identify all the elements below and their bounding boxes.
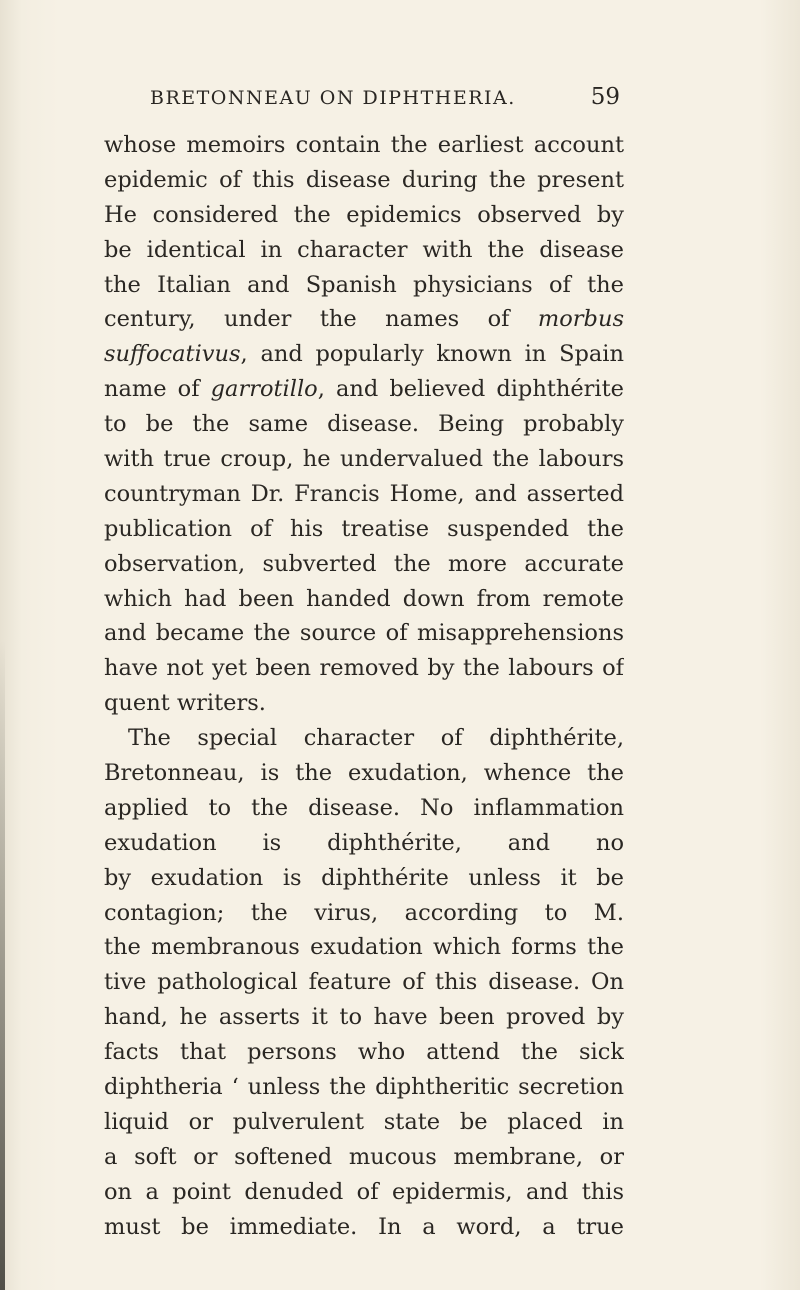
- page-edge-shadow: [0, 640, 5, 1290]
- text-segment: to be the same disease. Being probably: [104, 411, 624, 438]
- text-line: [104, 198, 624, 233]
- text-line: [104, 861, 624, 896]
- text-line: [104, 721, 624, 756]
- text-segment: name of: [104, 376, 211, 403]
- text-segment: Bretonneau, is the exudation, whence the: [104, 760, 624, 787]
- text-line: [104, 268, 624, 303]
- text-segment: which had been handed down from remote: [104, 585, 624, 612]
- text-line: [104, 163, 624, 198]
- text-segment: applied to the disease. No inflammation: [104, 794, 624, 821]
- text-line: [104, 372, 624, 407]
- text-segment: , and popularly known in Spain: [240, 341, 624, 368]
- text-line: [104, 512, 624, 547]
- text-line: [104, 1000, 624, 1035]
- text-line: [104, 756, 624, 791]
- running-title: BRETONNEAU ON DIPHTHERIA.: [150, 87, 516, 109]
- text-line: [104, 1210, 624, 1245]
- text-segment: observation, subverted the more accurate: [104, 550, 624, 577]
- text-segment: by exudation is diphthérite unless it be: [104, 864, 624, 891]
- text-line: [104, 477, 624, 512]
- text-line: [104, 128, 624, 163]
- text-line: [104, 582, 624, 617]
- text-segment: epidemic of this disease during the present: [104, 166, 624, 193]
- text-segment: the membranous exudation which forms the: [104, 934, 624, 961]
- text-segment: countryman Dr. Francis Home, and asserted: [104, 480, 624, 507]
- text-line: [104, 1105, 624, 1140]
- text-segment: diphtheria ‘ unless the diphtheritic secretion: [104, 1074, 624, 1101]
- text-segment: have not yet been removed by the labours of: [104, 655, 624, 682]
- text-line: [104, 686, 624, 721]
- italic-term: morbus: [537, 306, 624, 333]
- text-line: [104, 791, 624, 826]
- text-segment: tive pathological feature of this disease. On: [104, 969, 624, 996]
- page-number: 59: [590, 84, 620, 110]
- text-segment: a soft or softened mucous membrane, or: [104, 1143, 624, 1170]
- text-segment: whose memoirs contain the earliest account: [104, 132, 624, 158]
- text-line: [104, 407, 624, 442]
- text-line: [104, 930, 624, 965]
- text-segment: the Italian and Spanish physicians of the: [104, 271, 624, 298]
- text-segment: facts that persons who attend the sick: [104, 1039, 624, 1066]
- text-segment: , and believed diphthérite: [317, 376, 624, 403]
- text-segment: be identical in character with the disease: [104, 236, 624, 263]
- text-segment: with true croup, he undervalued the labours: [104, 446, 624, 473]
- text-line: [104, 651, 624, 686]
- text-line: [104, 302, 624, 337]
- text-line: [104, 1175, 624, 1210]
- text-line: [104, 1070, 624, 1105]
- text-segment: contagion; the virus, according to M.: [104, 899, 624, 926]
- running-head: [150, 84, 620, 118]
- text-line: [104, 896, 624, 931]
- italic-term: suffocativus: [104, 341, 241, 368]
- text-segment: liquid or pulverulent state be placed in: [104, 1108, 624, 1135]
- text-segment: hand, he asserts it to have been proved by: [104, 1004, 624, 1031]
- text-line: [104, 965, 624, 1000]
- text-line: [104, 547, 624, 582]
- text-line: [104, 442, 624, 477]
- text-line: [104, 1140, 624, 1175]
- text-segment: The special character of diphthérite,: [128, 725, 624, 752]
- text-line: [104, 233, 624, 268]
- text-segment: publication of his treatise suspended the: [104, 515, 624, 542]
- text-segment: century, under the names of: [104, 306, 538, 333]
- body-text: [104, 128, 624, 1245]
- text-segment: He considered the epidemics observed by: [104, 201, 624, 228]
- text-segment: and became the source of misapprehensions: [104, 620, 624, 647]
- text-segment: must be immediate. In a word, a true: [104, 1213, 624, 1240]
- text-segment: on a point denuded of epidermis, and this: [104, 1178, 624, 1205]
- text-line: [104, 616, 624, 651]
- text-segment: exudation is diphthérite, and no: [104, 829, 624, 856]
- text-line: [104, 1035, 624, 1070]
- text-line: [104, 337, 624, 372]
- italic-term: garrotillo: [210, 376, 318, 403]
- text-line: [104, 826, 624, 861]
- text-segment: quent writers.: [104, 690, 266, 717]
